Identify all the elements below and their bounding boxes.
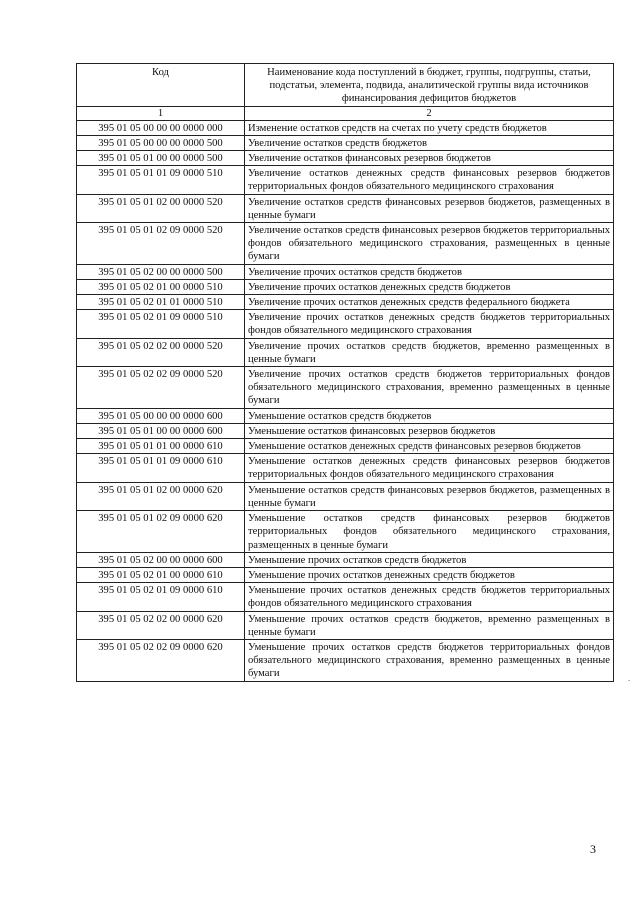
table-row bbox=[77, 120, 614, 135]
row-name: Уменьшение прочих остатков средств бюджетов территориальных фондов обязательного медицинского страхования, временно размещенных в ценные бумаги bbox=[245, 639, 614, 681]
row-name: Увеличение прочих остатков средств бюджетов территориальных фондов обязательного медицинского страхования, временно размещенных в ценные бумаги bbox=[245, 367, 614, 409]
table-row bbox=[77, 552, 614, 567]
table-row bbox=[77, 367, 614, 409]
row-name: Увеличение остатков денежных средств финансовых резервов бюджетов территориальных фондов обязательного медицинского страхования bbox=[245, 166, 614, 194]
table-row bbox=[77, 511, 614, 553]
row-name: Увеличение остатков финансовых резервов бюджетов bbox=[245, 151, 614, 166]
row-code: 395 01 05 00 00 00 0000 000 bbox=[77, 120, 245, 135]
table-row bbox=[77, 338, 614, 366]
row-code: 395 01 05 00 00 00 0000 600 bbox=[77, 408, 245, 423]
table-row bbox=[77, 423, 614, 438]
row-code: 395 01 05 02 01 09 0000 510 bbox=[77, 310, 245, 338]
table-row bbox=[77, 611, 614, 639]
row-code: 395 01 05 02 02 00 0000 520 bbox=[77, 338, 245, 366]
row-name: Уменьшение остатков денежных средств финансовых резервов бюджетов bbox=[245, 439, 614, 454]
row-name: Уменьшение прочих остатков средств бюджетов, временно размещенных в ценные бумаги bbox=[245, 611, 614, 639]
row-name: Увеличение прочих остатков денежных средств федерального бюджета bbox=[245, 295, 614, 310]
row-name: Уменьшение остатков средств финансовых резервов бюджетов, размещенных в ценные бумаги bbox=[245, 482, 614, 510]
row-code: 395 01 05 01 00 00 0000 600 bbox=[77, 423, 245, 438]
row-code: 395 01 05 02 00 00 0000 500 bbox=[77, 264, 245, 279]
table-row bbox=[77, 264, 614, 279]
margin-mark: . bbox=[628, 673, 631, 683]
row-code: 395 01 05 01 01 09 0000 510 bbox=[77, 166, 245, 194]
table-row bbox=[77, 151, 614, 166]
row-name: Изменение остатков средств на счетах по учету средств бюджетов bbox=[245, 120, 614, 135]
row-name: Уменьшение остатков денежных средств финансовых резервов бюджетов территориальных фондов обязательного медицинского страхования bbox=[245, 454, 614, 482]
column-number-2: 2 bbox=[245, 106, 614, 120]
codes-table bbox=[76, 63, 614, 682]
table-row bbox=[77, 279, 614, 294]
row-name: Увеличение прочих остатков средств бюджетов bbox=[245, 264, 614, 279]
row-name: Увеличение остатков средств финансовых резервов бюджетов территориальных фондов обязательного медицинского страхования, размещенных в ценные бумаги bbox=[245, 223, 614, 265]
table-row bbox=[77, 295, 614, 310]
table-row bbox=[77, 135, 614, 150]
row-code: 395 01 05 02 01 09 0000 610 bbox=[77, 583, 245, 611]
table-header-row bbox=[77, 64, 614, 107]
row-name: Уменьшение прочих остатков денежных средств бюджетов территориальных фондов обязательного медицинского страхования bbox=[245, 583, 614, 611]
column-number-1: 1 bbox=[77, 106, 245, 120]
row-name: Уменьшение остатков финансовых резервов бюджетов bbox=[245, 423, 614, 438]
row-code: 395 01 05 02 02 00 0000 620 bbox=[77, 611, 245, 639]
row-name: Увеличение прочих остатков денежных средств бюджетов bbox=[245, 279, 614, 294]
row-name: Увеличение остатков средств финансовых резервов бюджетов, размещенных в ценные бумаги bbox=[245, 194, 614, 222]
header-code: Код bbox=[77, 64, 245, 107]
table-row bbox=[77, 408, 614, 423]
table-row bbox=[77, 583, 614, 611]
table-row bbox=[77, 223, 614, 265]
row-code: 395 01 05 02 02 09 0000 620 bbox=[77, 639, 245, 681]
table-row bbox=[77, 439, 614, 454]
row-code: 395 01 05 01 01 00 0000 610 bbox=[77, 439, 245, 454]
page-number: 3 bbox=[590, 842, 596, 856]
row-name: Уменьшение прочих остатков средств бюджетов bbox=[245, 552, 614, 567]
row-name: Уменьшение остатков средств бюджетов bbox=[245, 408, 614, 423]
header-name: Наименование кода поступлений в бюджет, группы, подгруппы, статьи, подстатьи, элемента, подвида, аналитической группы вида источников финансирования дефицитов бюджетов bbox=[245, 64, 614, 107]
row-code: 395 01 05 01 02 09 0000 620 bbox=[77, 511, 245, 553]
row-code: 395 01 05 01 01 09 0000 610 bbox=[77, 454, 245, 482]
table-row bbox=[77, 454, 614, 482]
row-code: 395 01 05 02 01 00 0000 510 bbox=[77, 279, 245, 294]
row-code: 395 01 05 02 01 01 0000 510 bbox=[77, 295, 245, 310]
row-code: 395 01 05 01 00 00 0000 500 bbox=[77, 151, 245, 166]
row-name: Увеличение остатков средств бюджетов bbox=[245, 135, 614, 150]
row-code: 395 01 05 02 02 09 0000 520 bbox=[77, 367, 245, 409]
table-row bbox=[77, 166, 614, 194]
row-code: 395 01 05 02 00 00 0000 600 bbox=[77, 552, 245, 567]
row-name: Уменьшение остатков средств финансовых резервов бюджетов территориальных фондов обязательного медицинского страхования, размещенных в ценные бумаги bbox=[245, 511, 614, 553]
table-row bbox=[77, 639, 614, 681]
row-name: Увеличение прочих остатков средств бюджетов, временно размещенных в ценные бумаги bbox=[245, 338, 614, 366]
row-code: 395 01 05 00 00 00 0000 500 bbox=[77, 135, 245, 150]
row-code: 395 01 05 01 02 09 0000 520 bbox=[77, 223, 245, 265]
table-row bbox=[77, 194, 614, 222]
row-name: Увеличение прочих остатков денежных средств бюджетов территориальных фондов обязательного медицинского страхования bbox=[245, 310, 614, 338]
table-row bbox=[77, 310, 614, 338]
row-name: Уменьшение прочих остатков денежных средств бюджетов bbox=[245, 567, 614, 582]
row-code: 395 01 05 02 01 00 0000 610 bbox=[77, 567, 245, 582]
column-number-row bbox=[77, 106, 614, 120]
table-row bbox=[77, 567, 614, 582]
table-row bbox=[77, 482, 614, 510]
row-code: 395 01 05 01 02 00 0000 620 bbox=[77, 482, 245, 510]
row-code: 395 01 05 01 02 00 0000 520 bbox=[77, 194, 245, 222]
